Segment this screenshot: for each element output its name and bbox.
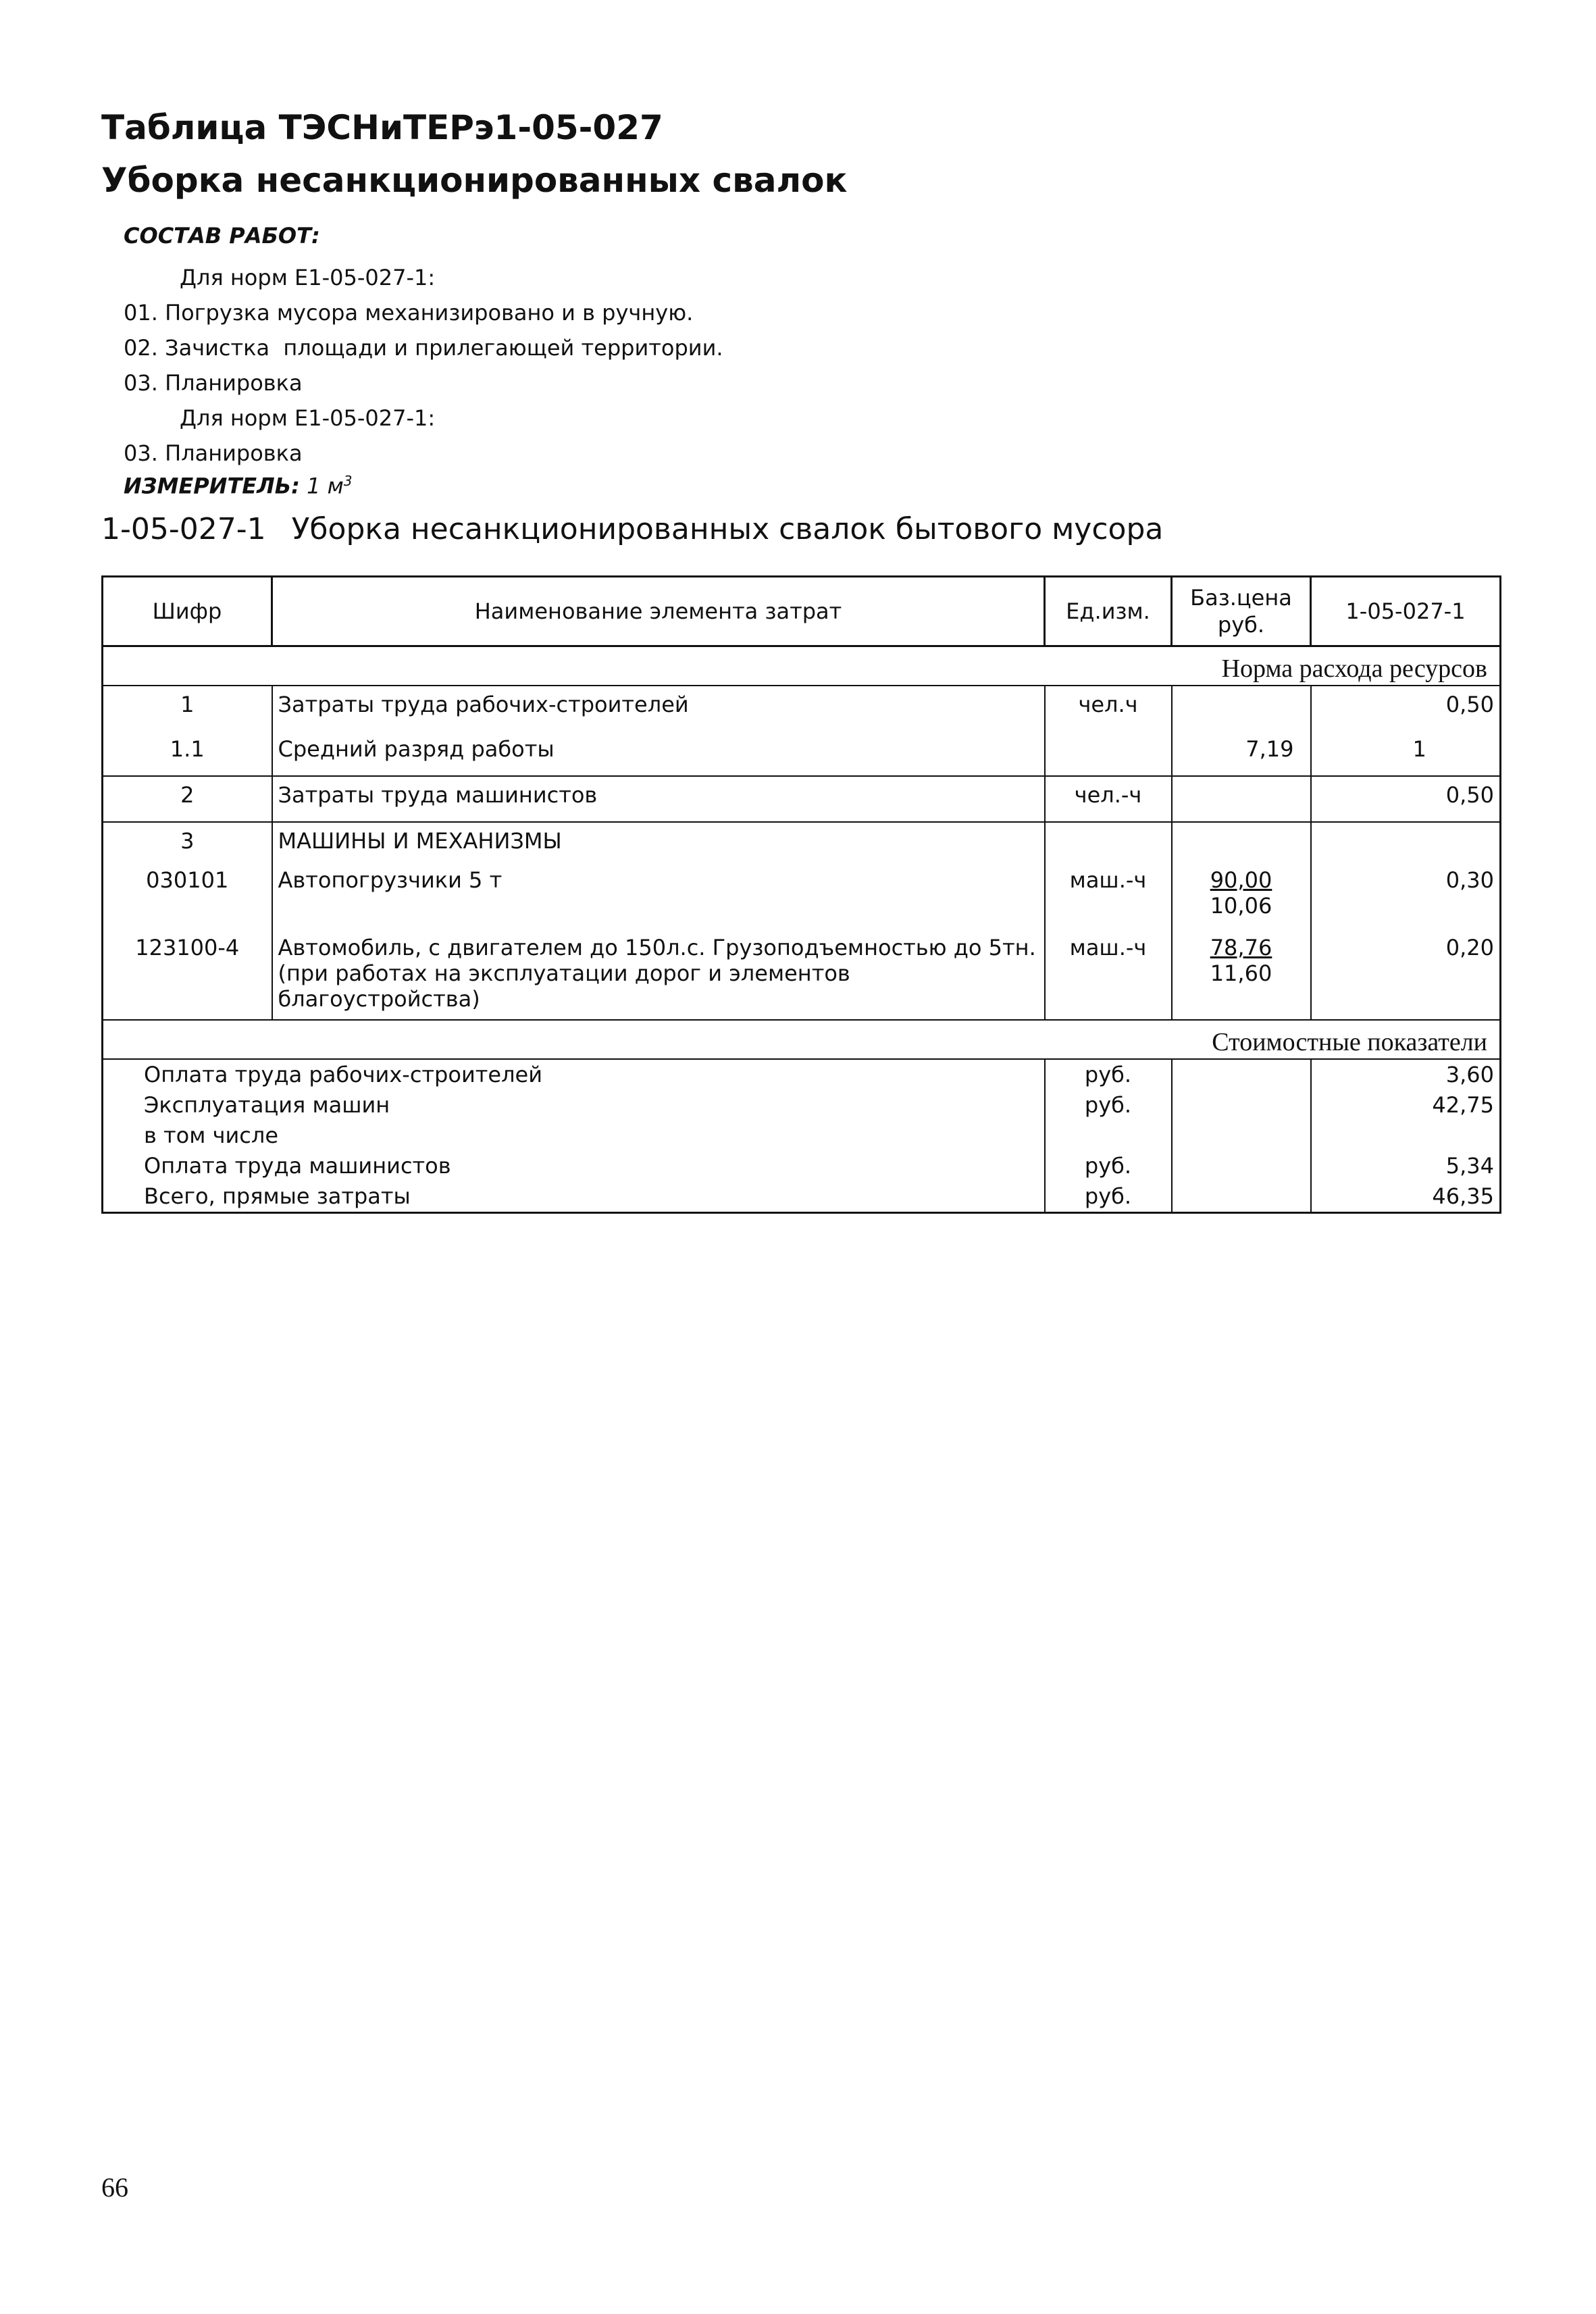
section-row bbox=[103, 646, 1501, 686]
norm-title: Уборка несанкционированных свалок бытового мусора bbox=[291, 512, 1164, 546]
row-price: 90,00 bbox=[1210, 867, 1272, 893]
cost-row bbox=[103, 1121, 1501, 1151]
cost-name: Эксплуатация машин bbox=[103, 1090, 1045, 1121]
work-composition-heading: СОСТАВ РАБОТ: bbox=[124, 223, 320, 249]
row-name: Средний разряд работы bbox=[272, 731, 1045, 776]
row-code: 1 bbox=[103, 686, 272, 731]
row-value: 0,50 bbox=[1311, 686, 1501, 731]
table-row bbox=[103, 935, 1501, 1020]
cost-name: Оплата труда машинистов bbox=[103, 1151, 1045, 1181]
row-price bbox=[1172, 822, 1311, 867]
measure-line bbox=[124, 473, 352, 499]
row-value: 1 bbox=[1311, 731, 1501, 776]
work-item: 03. Планировка bbox=[124, 440, 303, 466]
table-row bbox=[103, 686, 1501, 731]
row-name: Автопогрузчики 5 т bbox=[272, 867, 1045, 935]
page-number: 66 bbox=[101, 2172, 128, 2203]
cost-value: 42,75 bbox=[1311, 1090, 1501, 1121]
measure-value: 1 м bbox=[307, 473, 344, 499]
row-unit bbox=[1045, 822, 1172, 867]
resource-table bbox=[101, 575, 1501, 1214]
row-value: 0,50 bbox=[1311, 776, 1501, 822]
cost-unit bbox=[1045, 1121, 1172, 1151]
row-value bbox=[1311, 822, 1501, 867]
norm-heading bbox=[101, 512, 1163, 546]
work-composition-list bbox=[124, 260, 723, 471]
row-unit: чел.-ч bbox=[1045, 776, 1172, 822]
row-price: 78,76 bbox=[1210, 935, 1272, 960]
cost-unit: руб. bbox=[1045, 1181, 1172, 1213]
row-unit: чел.ч bbox=[1045, 686, 1172, 731]
work-item: 01. Погрузка мусора механизировано и в ручную. bbox=[124, 300, 694, 326]
row-price bbox=[1172, 686, 1311, 731]
cost-row bbox=[103, 1090, 1501, 1121]
cost-empty bbox=[1172, 1151, 1311, 1181]
cost-name: Оплата труда рабочих-строителей bbox=[103, 1059, 1045, 1090]
row-price-secondary: 10,06 bbox=[1210, 893, 1272, 919]
row-code: 3 bbox=[103, 822, 272, 867]
cost-unit: руб. bbox=[1045, 1090, 1172, 1121]
row-code: 2 bbox=[103, 776, 272, 822]
section-resources-label: Норма расхода ресурсов bbox=[103, 646, 1501, 686]
cost-empty bbox=[1172, 1121, 1311, 1151]
cost-value: 5,34 bbox=[1311, 1151, 1501, 1181]
cost-empty bbox=[1172, 1090, 1311, 1121]
row-price-cell bbox=[1172, 935, 1311, 1020]
row-name: Автомобиль, с двигателем до 150л.с. Грузоподъемностью до 5тн. (при работах на эксплуатации дорог и элементов благоустройства) bbox=[272, 935, 1045, 1020]
row-price: 7,19 bbox=[1172, 731, 1311, 776]
cost-value bbox=[1311, 1121, 1501, 1151]
cost-unit: руб. bbox=[1045, 1059, 1172, 1090]
header-name: Наименование элемента затрат bbox=[272, 577, 1045, 646]
measure-label: ИЗМЕРИТЕЛЬ: bbox=[124, 473, 300, 499]
table-row bbox=[103, 867, 1501, 935]
cost-row bbox=[103, 1181, 1501, 1213]
row-value: 0,20 bbox=[1311, 935, 1501, 1020]
header-price: Баз.цена руб. bbox=[1172, 577, 1311, 646]
row-code: 123100-4 bbox=[103, 935, 272, 1020]
row-name: Затраты труда машинистов bbox=[272, 776, 1045, 822]
section-costs-label: Стоимостные показатели bbox=[103, 1020, 1501, 1059]
row-name: МАШИНЫ И МЕХАНИЗМЫ bbox=[272, 822, 1045, 867]
header-norm: 1-05-027-1 bbox=[1311, 577, 1501, 646]
work-item: 03. Планировка bbox=[124, 370, 303, 396]
cost-unit: руб. bbox=[1045, 1151, 1172, 1181]
row-unit: маш.-ч bbox=[1045, 867, 1172, 935]
table-subtitle: Уборка несанкционированных свалок bbox=[101, 161, 848, 200]
table-row bbox=[103, 776, 1501, 822]
row-code: 1.1 bbox=[103, 731, 272, 776]
cost-row bbox=[103, 1059, 1501, 1090]
row-price-cell bbox=[1172, 867, 1311, 935]
table-title: Таблица ТЭСНиТЕРэ1-05-027 bbox=[101, 108, 663, 147]
cost-empty bbox=[1172, 1181, 1311, 1213]
row-name: Затраты труда рабочих-строителей bbox=[272, 686, 1045, 731]
work-item: Для норм Е1-05-027-1: bbox=[180, 265, 436, 290]
cost-name: Всего, прямые затраты bbox=[103, 1181, 1045, 1213]
row-unit bbox=[1045, 731, 1172, 776]
row-value: 0,30 bbox=[1311, 867, 1501, 935]
header-unit: Ед.изм. bbox=[1045, 577, 1172, 646]
work-item: Для норм Е1-05-027-1: bbox=[180, 405, 436, 431]
row-price-secondary: 11,60 bbox=[1210, 960, 1272, 986]
table-row bbox=[103, 822, 1501, 867]
header-code: Шифр bbox=[103, 577, 272, 646]
section-row bbox=[103, 1020, 1501, 1059]
cost-name: в том числе bbox=[103, 1121, 1045, 1151]
work-item: 02. Зачистка площади и прилегающей территории. bbox=[124, 335, 723, 361]
row-code: 030101 bbox=[103, 867, 272, 935]
measure-exponent: 3 bbox=[343, 473, 353, 489]
cost-empty bbox=[1172, 1059, 1311, 1090]
norm-code: 1-05-027-1 bbox=[101, 512, 266, 546]
table-header-row bbox=[103, 577, 1501, 646]
row-price bbox=[1172, 776, 1311, 822]
row-unit: маш.-ч bbox=[1045, 935, 1172, 1020]
cost-value: 46,35 bbox=[1311, 1181, 1501, 1213]
cost-row bbox=[103, 1151, 1501, 1181]
cost-value: 3,60 bbox=[1311, 1059, 1501, 1090]
table-row bbox=[103, 731, 1501, 776]
